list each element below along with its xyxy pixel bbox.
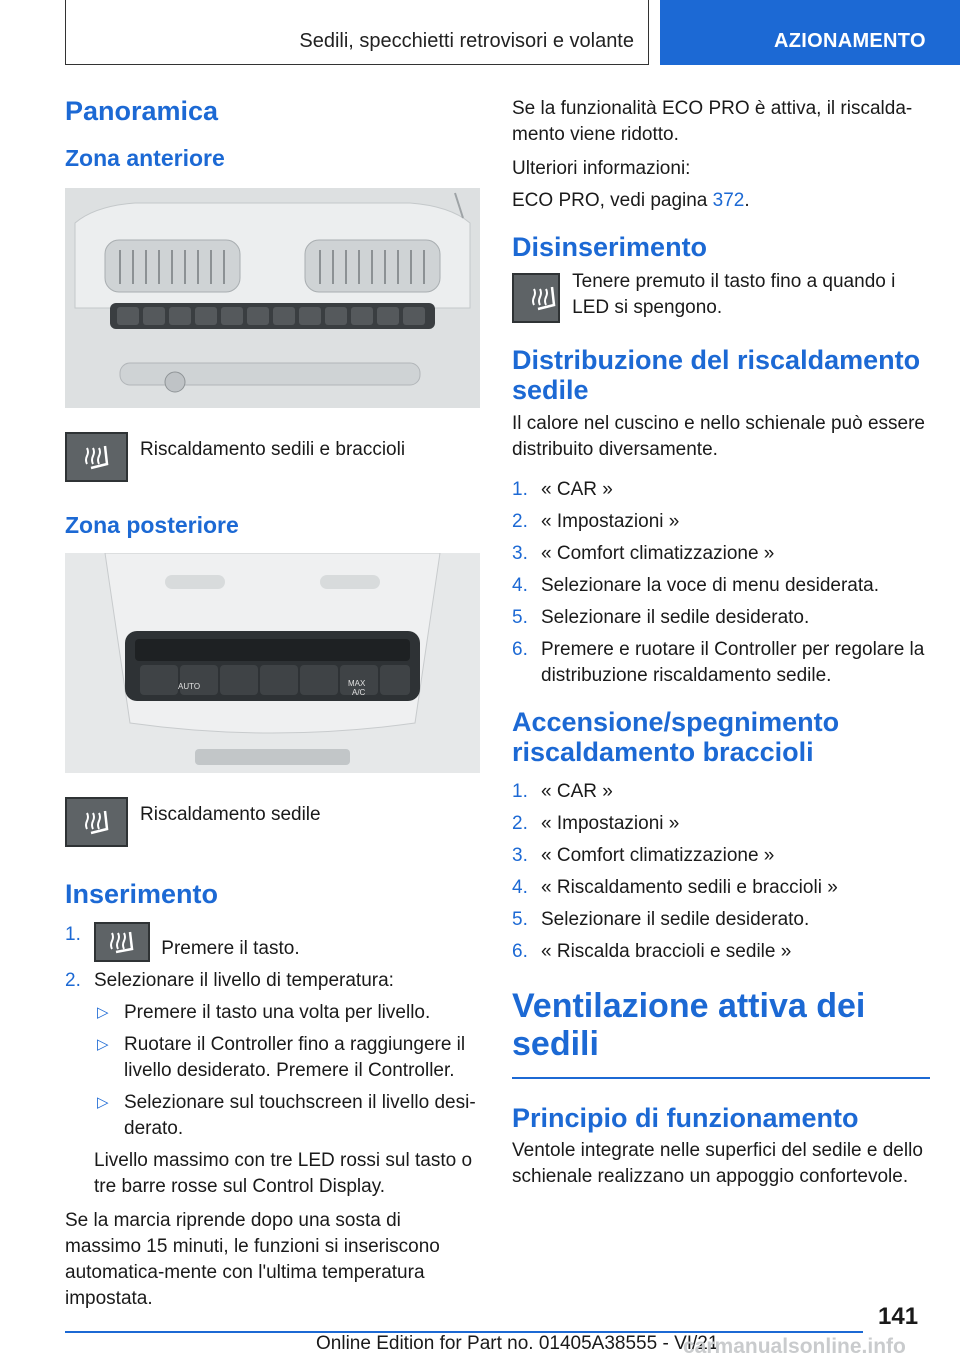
on-heading: Inserimento <box>65 879 219 909</box>
section-divider <box>512 1077 930 1079</box>
triangle-bullet-icon: ▷ <box>97 1094 109 1111</box>
step-text: Selezionare la voce di menu desiderata. <box>541 575 879 596</box>
step-text: Selezionare il sedile desiderato. <box>541 607 810 628</box>
step-text: Premere e ruotare il Controller per regolare la distribuzione riscaldamento sedile. <box>541 639 925 686</box>
list-item <box>65 922 480 962</box>
front-console-photo <box>65 188 480 408</box>
list-item <box>512 605 930 631</box>
list-item <box>512 637 930 689</box>
level-note: Livello massimo con tre LED rossi sul tasto o tre barre rosse sul Control Display. <box>94 1150 473 1197</box>
step-text: « Impostazioni » <box>541 813 680 834</box>
seat-heating-icon <box>65 797 128 847</box>
rear-caption-row <box>65 797 480 847</box>
step-number: 1. <box>65 924 81 945</box>
step-number: 5. <box>512 607 528 628</box>
list-item <box>94 1032 480 1084</box>
front-caption-row <box>65 432 480 482</box>
step-text: « CAR » <box>541 479 613 500</box>
eco-reference <box>512 188 930 214</box>
on-bullets-list <box>94 1000 480 1142</box>
restart-note: Se la marcia riprende dopo una sosta di massimo 15 minuti, le funzioni si inseriscono automatica-mente con l'ultima temperatura impostata. <box>65 1210 440 1309</box>
step-number: 4. <box>512 575 528 596</box>
armrest-steps-list <box>512 779 930 965</box>
list-item <box>512 843 930 869</box>
step-text: « Riscaldamento sedili e braccioli » <box>541 877 838 898</box>
page-number: 141 <box>878 1303 919 1330</box>
page-title: Panoramica <box>65 96 219 126</box>
header-section-tab[interactable] <box>660 0 960 65</box>
more-info-label: Ulteriori informazioni: <box>512 158 691 179</box>
front-caption: Riscaldamento sedili e braccioli <box>140 439 406 460</box>
step-number: 4. <box>512 877 528 898</box>
step-number: 2. <box>512 813 528 834</box>
list-item <box>512 779 930 805</box>
step-text: « Comfort climatizzazione » <box>541 543 775 564</box>
step-number: 6. <box>512 639 528 660</box>
off-row <box>512 273 930 323</box>
svg-text:A/C: A/C <box>352 688 366 697</box>
list-item <box>512 811 930 837</box>
principle-text: Ventole integrate nelle superfici del sedile e dello schienale realizzano un appoggio confortevole. <box>512 1140 923 1187</box>
step-text: « Comfort climatizzazione » <box>541 845 775 866</box>
step-text: Selezionare il livello di temperatura: <box>94 970 394 991</box>
eco-note: Se la funzionalità ECO PRO è attiva, il riscalda-mento viene ridotto. <box>512 98 913 145</box>
ventilation-heading: Ventilazione attiva dei sedili <box>512 987 866 1063</box>
header-chapter-title: Sedili, specchietti retrovisori e volante <box>299 30 634 52</box>
off-heading: Disinserimento <box>512 232 708 262</box>
seat-heating-icon <box>512 273 560 323</box>
armrest-heading: Accensione/spegnimento riscaldamento braccioli <box>512 707 840 767</box>
list-item <box>94 1090 480 1142</box>
list-item <box>512 477 930 503</box>
step-number: 1. <box>512 781 528 802</box>
on-steps-list <box>65 922 480 994</box>
left-column <box>65 96 480 1312</box>
triangle-bullet-icon: ▷ <box>97 1036 109 1053</box>
list-item <box>512 875 930 901</box>
list-item <box>512 509 930 535</box>
step-text: « CAR » <box>541 781 613 802</box>
right-column <box>512 96 930 1190</box>
off-text: Tenere premuto il tasto fino a quando i LED si spengono. <box>572 271 896 318</box>
list-item <box>94 1000 480 1026</box>
header-section-label: AZIONAMENTO <box>774 30 926 52</box>
step-text: Premere il tasto. <box>161 938 300 959</box>
rear-zone-heading: Zona posteriore <box>65 512 239 538</box>
list-item <box>512 541 930 567</box>
distribution-intro: Il calore nel cuscino e nello schienale può essere distribuito diversamente. <box>512 413 925 460</box>
header-chapter-box <box>65 0 649 65</box>
bullet-text: Selezionare sul touchscreen il livello desi-derato. <box>124 1092 476 1139</box>
svg-text:MAX: MAX <box>348 679 366 688</box>
list-item <box>512 573 930 599</box>
step-number: 2. <box>512 511 528 532</box>
step-text: « Riscalda braccioli e sedile » <box>541 941 792 962</box>
eco-ref-suffix: . <box>744 190 750 211</box>
seat-heating-icon <box>94 922 150 962</box>
distribution-heading: Distribuzione del riscaldamento sedile <box>512 345 921 405</box>
bullet-text: Premere il tasto una volta per livello. <box>124 1002 431 1023</box>
step-number: 1. <box>512 479 528 500</box>
watermark: carmanualsonline.info <box>683 1335 906 1358</box>
front-zone-heading: Zona anteriore <box>65 145 225 171</box>
seat-heating-icon <box>65 432 128 482</box>
triangle-bullet-icon: ▷ <box>97 1004 109 1021</box>
footer-edition: Online Edition for Part no. 01405A38555 - VI/21 <box>316 1333 719 1354</box>
step-number: 3. <box>512 845 528 866</box>
rear-caption: Riscaldamento sedile <box>140 804 321 825</box>
step-number: 2. <box>65 970 81 991</box>
list-item <box>65 968 480 994</box>
step-number: 3. <box>512 543 528 564</box>
step-number: 6. <box>512 941 528 962</box>
eco-ref-prefix: ECO PRO, vedi pagina <box>512 190 713 211</box>
page-link-372[interactable]: 372 <box>712 190 745 211</box>
bullet-text: Ruotare il Controller fino a raggiungere il livello desiderato. Premere il Controller. <box>124 1034 466 1081</box>
list-item <box>512 939 930 965</box>
step-number: 5. <box>512 909 528 930</box>
list-item <box>512 907 930 933</box>
principle-heading: Principio di funzionamento <box>512 1103 859 1133</box>
step-text: « Impostazioni » <box>541 511 680 532</box>
rear-console-photo <box>65 553 480 773</box>
svg-text:AUTO: AUTO <box>178 682 201 691</box>
distribution-steps-list <box>512 477 930 689</box>
step-text: Selezionare il sedile desiderato. <box>541 909 810 930</box>
